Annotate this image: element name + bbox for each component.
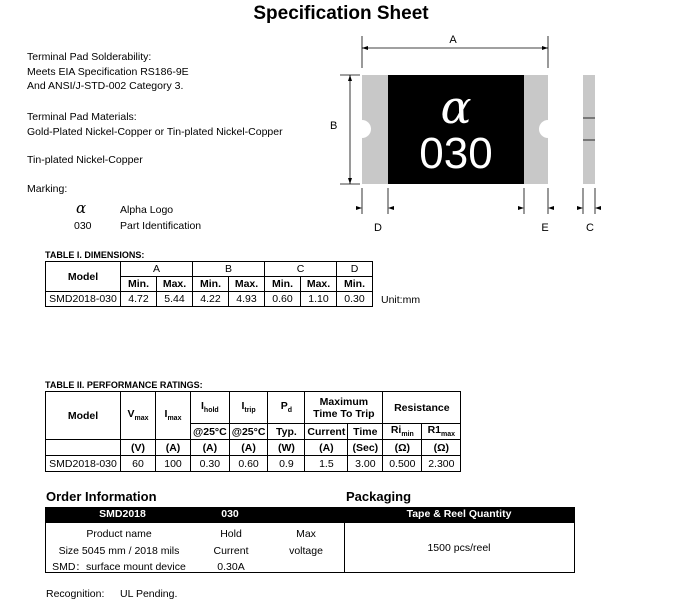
order-header-qty: Tape & Reel Quantity	[406, 508, 512, 520]
sub-head: Max.	[229, 277, 265, 292]
unit: (A)	[191, 440, 230, 456]
cell: 100	[156, 456, 191, 472]
sub-head: Min.	[337, 277, 373, 292]
cell: 4.93	[229, 292, 265, 307]
cell: 2.300	[422, 456, 461, 472]
component-diagram	[330, 28, 680, 238]
order-text: voltage	[289, 544, 323, 557]
order-info-title: Order Information	[46, 489, 157, 504]
cell: 3.00	[348, 456, 383, 472]
note-line: Meets EIA Specification RS186-9E	[27, 65, 189, 78]
recognition-value: UL Pending.	[120, 588, 178, 600]
reel-quantity: 1500 pcs/reel	[427, 542, 491, 554]
sub-head: Max.	[157, 277, 193, 292]
solderability-note	[27, 50, 189, 94]
sub-head: Min.	[193, 277, 229, 292]
order-text: Current	[213, 544, 249, 557]
order-col3	[275, 526, 337, 559]
cell: 1.10	[301, 292, 337, 307]
order-text: Hold	[220, 528, 242, 540]
col-vmax: $V_{max}$	[121, 392, 156, 440]
col-imax: $I_{max}$	[156, 392, 191, 440]
cell: 0.60	[229, 456, 268, 472]
dim-label-e: E	[541, 222, 549, 234]
marking-code: 030	[74, 220, 92, 232]
sub-head: Current	[305, 424, 348, 440]
marking-desc: Part Identification	[120, 220, 202, 232]
sub-head: Max.	[301, 277, 337, 292]
sub-head: @25°C	[229, 424, 268, 440]
sub-head: Min.	[265, 277, 301, 292]
dim-label-c: C	[586, 222, 594, 234]
note-line: Terminal Pad Solderability:	[27, 51, 152, 63]
cell: 0.9	[268, 456, 305, 472]
unit-note: Unit:mm	[381, 294, 421, 306]
alpha-logo-symbol: α	[76, 199, 87, 217]
unit: (Sec)	[348, 440, 383, 456]
table1-caption: TABLE I. DIMENSIONS:	[45, 250, 145, 260]
sub-head: Time	[348, 424, 383, 440]
col-ihold: $I_{hold}$	[191, 392, 230, 424]
unit: (V)	[121, 440, 156, 456]
col-model: Model	[46, 262, 121, 292]
group-c: C	[265, 262, 337, 277]
cell: 5.44	[157, 292, 193, 307]
cell: SMD2018-030	[46, 292, 121, 307]
sub-head: @25°C	[191, 424, 230, 440]
cell: 0.30	[191, 456, 230, 472]
group-b: B	[193, 262, 265, 277]
unit: (A)	[229, 440, 268, 456]
chip-side-view	[583, 75, 595, 184]
order-text: Size 5045 mm / 2018 mils	[58, 544, 180, 557]
cell: 60	[121, 456, 156, 472]
sub-head: $Ri_{min}$	[383, 424, 422, 440]
tin-note: Tin-plated Nickel-Copper	[27, 154, 143, 166]
dim-label-b: B	[330, 120, 338, 132]
note-line: Gold-Plated Nickel-Copper or Tin-plated Nickel-Copper	[27, 125, 283, 138]
order-col1	[45, 526, 193, 576]
dimensions-table	[45, 261, 373, 307]
sub-head: Typ.	[268, 424, 305, 440]
cell: 1.5	[305, 456, 348, 472]
packaging-title: Packaging	[346, 489, 412, 504]
order-text: SMD：surface mount device	[52, 561, 186, 573]
col-pd: $P_d$	[268, 392, 305, 424]
order-text: 0.30A	[217, 561, 245, 573]
cell: 0.60	[265, 292, 301, 307]
note-line: Terminal Pad Materials:	[27, 111, 137, 123]
order-text: Max	[296, 528, 316, 540]
chip-code: 030	[419, 129, 493, 178]
order-header-code: 030	[221, 508, 239, 520]
marking-desc: Alpha Logo	[120, 204, 174, 216]
table-row	[46, 292, 373, 307]
unit: (A)	[156, 440, 191, 456]
performance-table	[45, 391, 461, 472]
group-d: D	[337, 262, 373, 277]
table-row	[46, 456, 461, 472]
cell: 4.22	[193, 292, 229, 307]
col-resistance: Resistance	[383, 392, 461, 424]
sub-head: Min.	[121, 277, 157, 292]
unit: (A)	[305, 440, 348, 456]
page-title: Specification Sheet	[253, 3, 429, 24]
order-col2	[200, 526, 262, 576]
col-itrip: $I_{trip}$	[229, 392, 268, 424]
cell: 0.30	[337, 292, 373, 307]
unit: (Ω)	[422, 440, 461, 456]
note-line: And ANSI/J-STD-002 Category 3.	[27, 80, 184, 92]
col-max-time-to-trip: Maximum Time To Trip	[305, 392, 383, 424]
cell: 0.500	[383, 456, 422, 472]
marking-label: Marking:	[27, 183, 68, 195]
cell: SMD2018-030	[46, 456, 121, 472]
cell: 4.72	[121, 292, 157, 307]
order-header-model: SMD2018	[99, 508, 146, 520]
sub-head: $R1_{max}$	[422, 424, 461, 440]
dim-label-d: D	[374, 222, 382, 234]
group-a: A	[121, 262, 193, 277]
materials-note	[27, 110, 283, 139]
recognition-label: Recognition:	[46, 588, 105, 600]
col-model: Model	[46, 392, 121, 440]
unit: (W)	[268, 440, 305, 456]
order-text: Product name	[86, 528, 152, 540]
unit: (Ω)	[383, 440, 422, 456]
dim-label-a: A	[449, 34, 457, 46]
alpha-logo: α	[440, 80, 472, 134]
table2-caption: TABLE II. PERFORMANCE RATINGS:	[45, 380, 203, 390]
